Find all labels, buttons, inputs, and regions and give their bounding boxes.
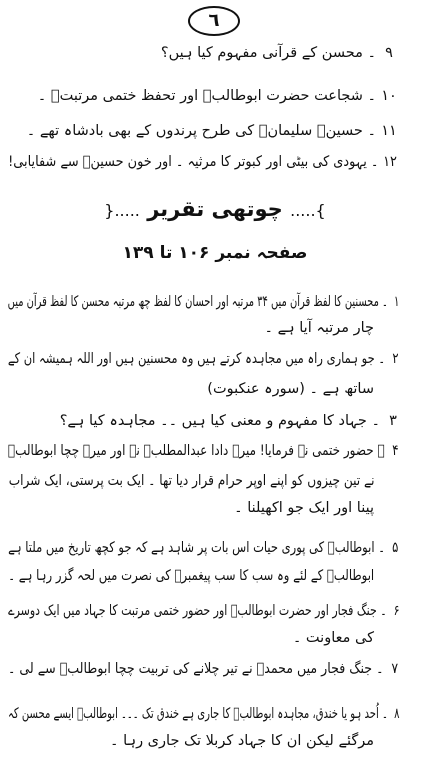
list-item: ۲۔ جو ہماری راہ میں مجاہدہ کرتے ہیں وہ محسنین ہیں اور اللہ ہمیشہ ان کے — [8, 349, 406, 369]
list-item: ۵۔ ابوطالبؑ کی پوری حیات اس بات پر شاہد ہے کہ جو کچھ تاریخ میں ملتا ہے — [9, 538, 406, 558]
heading-ornament-right: }..... — [290, 201, 326, 220]
item-text: شجاعت حضرت ابوطالبؑ اور تحفظ ختمی مرتبتؐ ۔ — [37, 88, 363, 104]
item-number: ۵ — [392, 540, 399, 556]
list-item: ۷۔ جنگ فجار میں محمدؐ نے تیر چلانے کی تربیت چچا ابوطالبؑ سے لی ۔ — [8, 659, 406, 679]
item-line: چار مرتبہ آیا ہے ۔ — [264, 320, 374, 336]
section-heading — [0, 193, 430, 227]
list-item: ۱۰۔ شجاعت حضرت ابوطالبؑ اور تحفظ ختمی مرتبتؐ ۔ — [38, 86, 402, 106]
item-number: ۲ — [392, 351, 399, 367]
item-line: ابوطالبؑ کے لئے وہ سب کا سب پیغمبرؐ کی نصرت میں لحہ گزر رہا ہے ۔ — [8, 568, 374, 584]
page-range-text: صفحہ نمبر ۱۰۶ تا ۱۳۹ — [122, 243, 308, 263]
item-number: ۱۲ — [383, 154, 398, 170]
list-item: ۱۱۔ حسینؑ سلیمانؑ کی طرح پرندوں کے بھی بادشاہ تھے ۔ — [27, 121, 402, 141]
item-text: محسن کے قرآنی مفہوم کیا ہیں؟ — [160, 45, 363, 61]
item-line: پینا اور ایک جو اکھیلنا ۔ — [234, 500, 374, 516]
list-item: ۸۔ اُحد ہو یا خندق، مجاہدہ ابوطالبؑ کا جاری ہے خندق تک ۔۔۔ ابوطالبؑ ایسے محسن کہ — [8, 704, 406, 724]
item-line: جہاد کا مفہوم و معنی کیا ہیں ۔۔ مجاہدہ کیا ہے؟ — [59, 413, 367, 429]
item-line: جنگ فجار اور حضرت ابوطالبؑ اور حضور ختمی مرتبت کا جہاد میں ایک دوسرے — [7, 603, 377, 619]
list-item: ۳۔ جہاد کا مفہوم و معنی کیا ہیں ۔۔ مجاہدہ کیا ہے؟ — [60, 411, 406, 431]
list-item: ۴۔ حضور ختمی نے فرمایا! میرے دادا عبدالمطلبؑ نے اور میرے چچا ابوطالبؑ — [8, 441, 406, 461]
item-line: نے تین چیزوں کو اپنے اوپر حرام قرار دیا تھا ۔ ایک بت پرستی، ایک شراب — [8, 473, 374, 489]
item-line: کی معاونت ۔ — [292, 630, 374, 646]
item-line: مرگئے لیکن ان کا جہاد کربلا تک جاری رہا ۔ — [110, 733, 374, 749]
page-number: ٦ — [208, 10, 220, 31]
item-line: حضور ختمی نے فرمایا! میرے دادا عبدالمطلبؑ نے اور میرے چچا ابوطالبؑ — [7, 443, 374, 459]
heading-title: چوتھی تقریر — [147, 197, 283, 221]
page-range-subheading — [0, 241, 430, 265]
item-number: ۴ — [392, 443, 399, 459]
item-line: ابوطالبؑ کی پوری حیات اس بات پر شاہد ہے کہ جو کچھ تاریخ میں ملتا ہے — [8, 540, 375, 556]
page-number-badge — [188, 6, 240, 36]
item-number: ۹ — [385, 45, 393, 61]
list-item: ۹۔ محسن کے قرآنی مفہوم کیا ہیں؟ — [161, 43, 402, 63]
item-number: ۱ — [394, 294, 400, 310]
item-number: ۱۱ — [381, 123, 397, 139]
item-text: یہودی کی بیٹی اور کبوتر کا مرثیہ ۔ اور خون حسینؑ سے شفایابی! — [8, 154, 368, 170]
item-line: جنگ فجار میں محمدؐ نے تیر چلانے کی تربیت چچا ابوطالبؑ سے لی ۔ — [7, 661, 373, 677]
item-text: حسینؑ سلیمانؑ کی طرح پرندوں کے بھی بادشاہ تھے ۔ — [26, 123, 363, 139]
item-line: اُحد ہو یا خندق، مجاہدہ ابوطالبؑ کا جاری ہے خندق تک ۔۔۔ ابوطالبؑ ایسے محسن کہ — [8, 706, 379, 722]
item-number: ۶ — [393, 603, 400, 619]
item-line: ساتھ ہے ۔ (سورہ عنکبوت) — [207, 381, 374, 397]
item-number: ۷ — [391, 661, 399, 677]
item-line: محسنین کا لفظ قرآن میں ۳۴ مرتبہ اور احسان کا لفظ چھ مرتبہ محسن کا لفظ قرآن میں — [8, 294, 380, 310]
list-item: ۶۔ جنگ فجار اور حضرت ابوطالبؑ اور حضور ختمی مرتبت کا جہاد میں ایک دوسرے — [8, 601, 406, 621]
heading-ornament-left: .....{ — [104, 201, 140, 220]
list-item: ۱۔ محسنین کا لفظ قرآن میں ۳۴ مرتبہ اور احسان کا لفظ چھ مرتبہ محسن کا لفظ قرآن میں — [8, 292, 406, 312]
item-line: جو ہماری راہ میں مجاہدہ کرتے ہیں وہ محسنین ہیں اور اللہ ہمیشہ ان کے — [8, 351, 375, 367]
item-number: ۳ — [389, 413, 397, 429]
list-item: ۱۲۔ یہودی کی بیٹی اور کبوتر کا مرثیہ ۔ اور خون حسینؑ سے شفایابی! — [9, 152, 402, 172]
item-number: ۱۰ — [381, 88, 397, 104]
item-number: ۸ — [394, 706, 400, 722]
